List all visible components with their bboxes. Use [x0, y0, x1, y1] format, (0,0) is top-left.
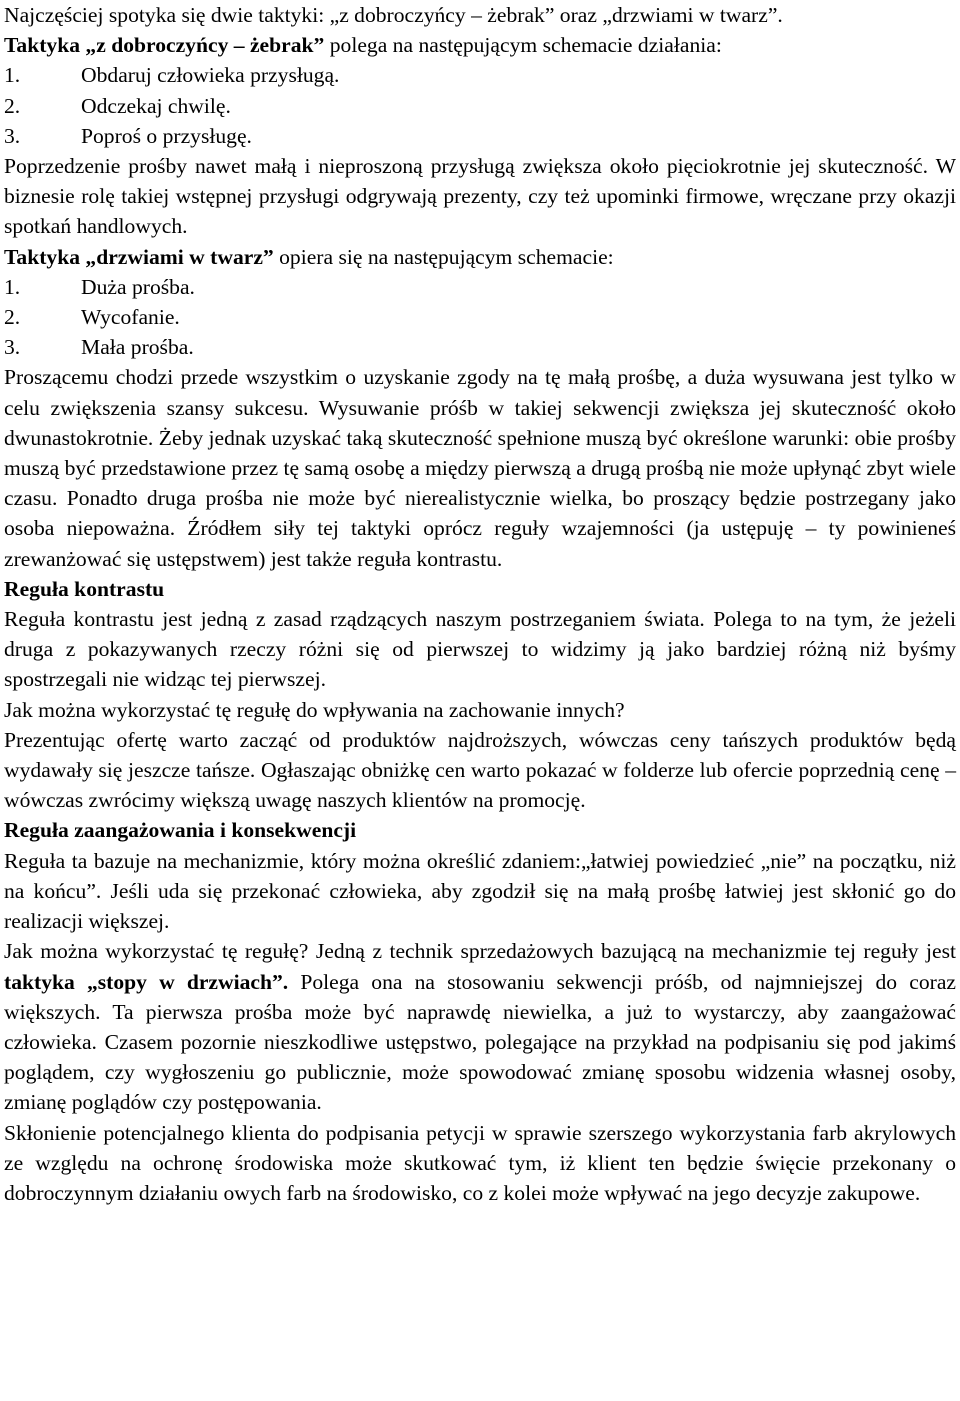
list-item: 2. Odczekaj chwilę. [4, 93, 231, 118]
list-item: 2. Wycofanie. [4, 305, 180, 330]
list-item: 1. Duża prośba. [4, 274, 195, 299]
section-heading-contrast: Reguła kontrastu [4, 576, 165, 601]
paragraph: Jak można wykorzystać tę regułę? Jedną z technik sprzedażowych bazującą na mechanizmie tej reguły jest taktyka „stopy w drzwiach”. Polega ona na stosowaniu sekwencji próśb, od najmniejszej do coraz większych. Ta pierwsza prośba może być naprawdę niewielka, a już to wystarczy, aby zaangażować człowieka. Czasem pozornie nieszkodliwe ustępstwo, polegające na przykład na podpisaniu się pod jakimś poglądem, czy wygłoszeniu go publicznie, może spowodować zmianę sposobu widzenia własnej osoby, zmianę poglądów czy postępowania. [4, 939, 956, 1115]
list-item: 3. Poproś o przysługę. [4, 123, 252, 148]
list-item: 3. Mała prośba. [4, 335, 194, 360]
tactic-2-steps [4, 272, 956, 363]
paragraph: Proszącemu chodzi przede wszystkim o uzyskanie zgody na tę małą prośbę, a duża wysuwana jest tylko w celu zwiększenia szansy sukcesu. Wysuwanie próśb w takiej sekwencji zwiększa jej skuteczność około dwunastokrotnie. Żeby jednak uzyskać taką skuteczność spełnione muszą być określone warunki: obie prośby muszą być przedstawione przez tę samą osobę a między pierwszą a drugą prośbą nie może upłynąć zbyt wiele czasu. Ponadto druga prośba nie może być nierealistycznie wielka, bo proszący będzie postrzegany jako osoba niepoważna. Źródłem siły tej taktyki oprócz reguły wzajemności (ja ustępuję – ty powinieneś zrewanżować się ustępstwem) jest także reguła kontrastu. [4, 365, 956, 571]
tactic-2-intro: opiera się na następującym schemacie: [273, 244, 614, 269]
paragraph: Skłonienie potencjalnego klienta do podpisania petycji w sprawie szerszego wykorzystania farb akrylowych ze względu na ochronę środowiska może skutkować tym, iż klient ten będzie święcie przekonany o dobroczynnym działaniu owych farb na środowisko, co z kolei może wpływać na jego decyzje zakupowe. [4, 1120, 956, 1205]
tactic-2-heading-line [4, 242, 956, 272]
tactic-1-heading-line [4, 30, 956, 60]
tactic-1-intro: polega na następującym schemacie działania: [324, 33, 722, 58]
paragraph: Reguła kontrastu jest jedną z zasad rządzących naszym postrzeganiem świata. Polega to na tym, że jeżeli druga z pokazywanych rzeczy różni się od pierwszej to widzimy ją jako bardziej różną niż byśmy spostrzegali nie widząc tej pierwszej. [4, 607, 956, 692]
tactic-2-title: Taktyka „drzwiami w twarz” [4, 244, 274, 269]
intro-paragraph: Najczęściej spotyka się dwie taktyki: „z dobroczyńcy – żebrak” oraz „drzwiami w twarz”. [4, 3, 783, 27]
paragraph: Prezentując ofertę warto zacząć od produktów najdroższych, wówczas ceny tańszych produktów będą wydawały się jeszcze tańsze. Ogłaszając obniżkę cen warto pokazać w folderze lub ofercie poprzednią cenę – wówczas zwrócimy większą uwagę naszych klientów na promocję. [4, 727, 956, 813]
paragraph: Reguła ta bazuje na mechanizmie, który można określić zdaniem:„łatwiej powiedzieć „nie” na początku, niż na końcu”. Jeśli uda się przekonać człowieka, aby zgodził się na małą prośbę łatwiej jest skłonić go do realizacji większej. [4, 848, 956, 934]
section-heading-commitment: Reguła zaangażowania i konsekwencji [4, 818, 357, 843]
tactic-1-title: Taktyka „z dobroczyńcy – żebrak” [4, 33, 325, 58]
tactic-1-steps [4, 60, 956, 151]
paragraph: Jak można wykorzystać tę regułę do wpływania na zachowanie innych? [4, 697, 625, 722]
paragraph: Poprzedzenie prośby nawet małą i nieproszoną przysługą zwiększa około pięciokrotnie jej skuteczność. W biznesie rolę takiej wstępnej przysługi odgrywają prezenty, czy też upominki firmowe, wręczane przy okazji spotkań handlowych. [4, 154, 956, 239]
document-page [4, 0, 956, 1208]
list-item: 1. Obdaruj człowieka przysługą. [4, 63, 340, 88]
foot-in-door-term: taktyka „stopy w drzwiach”. [4, 969, 289, 994]
